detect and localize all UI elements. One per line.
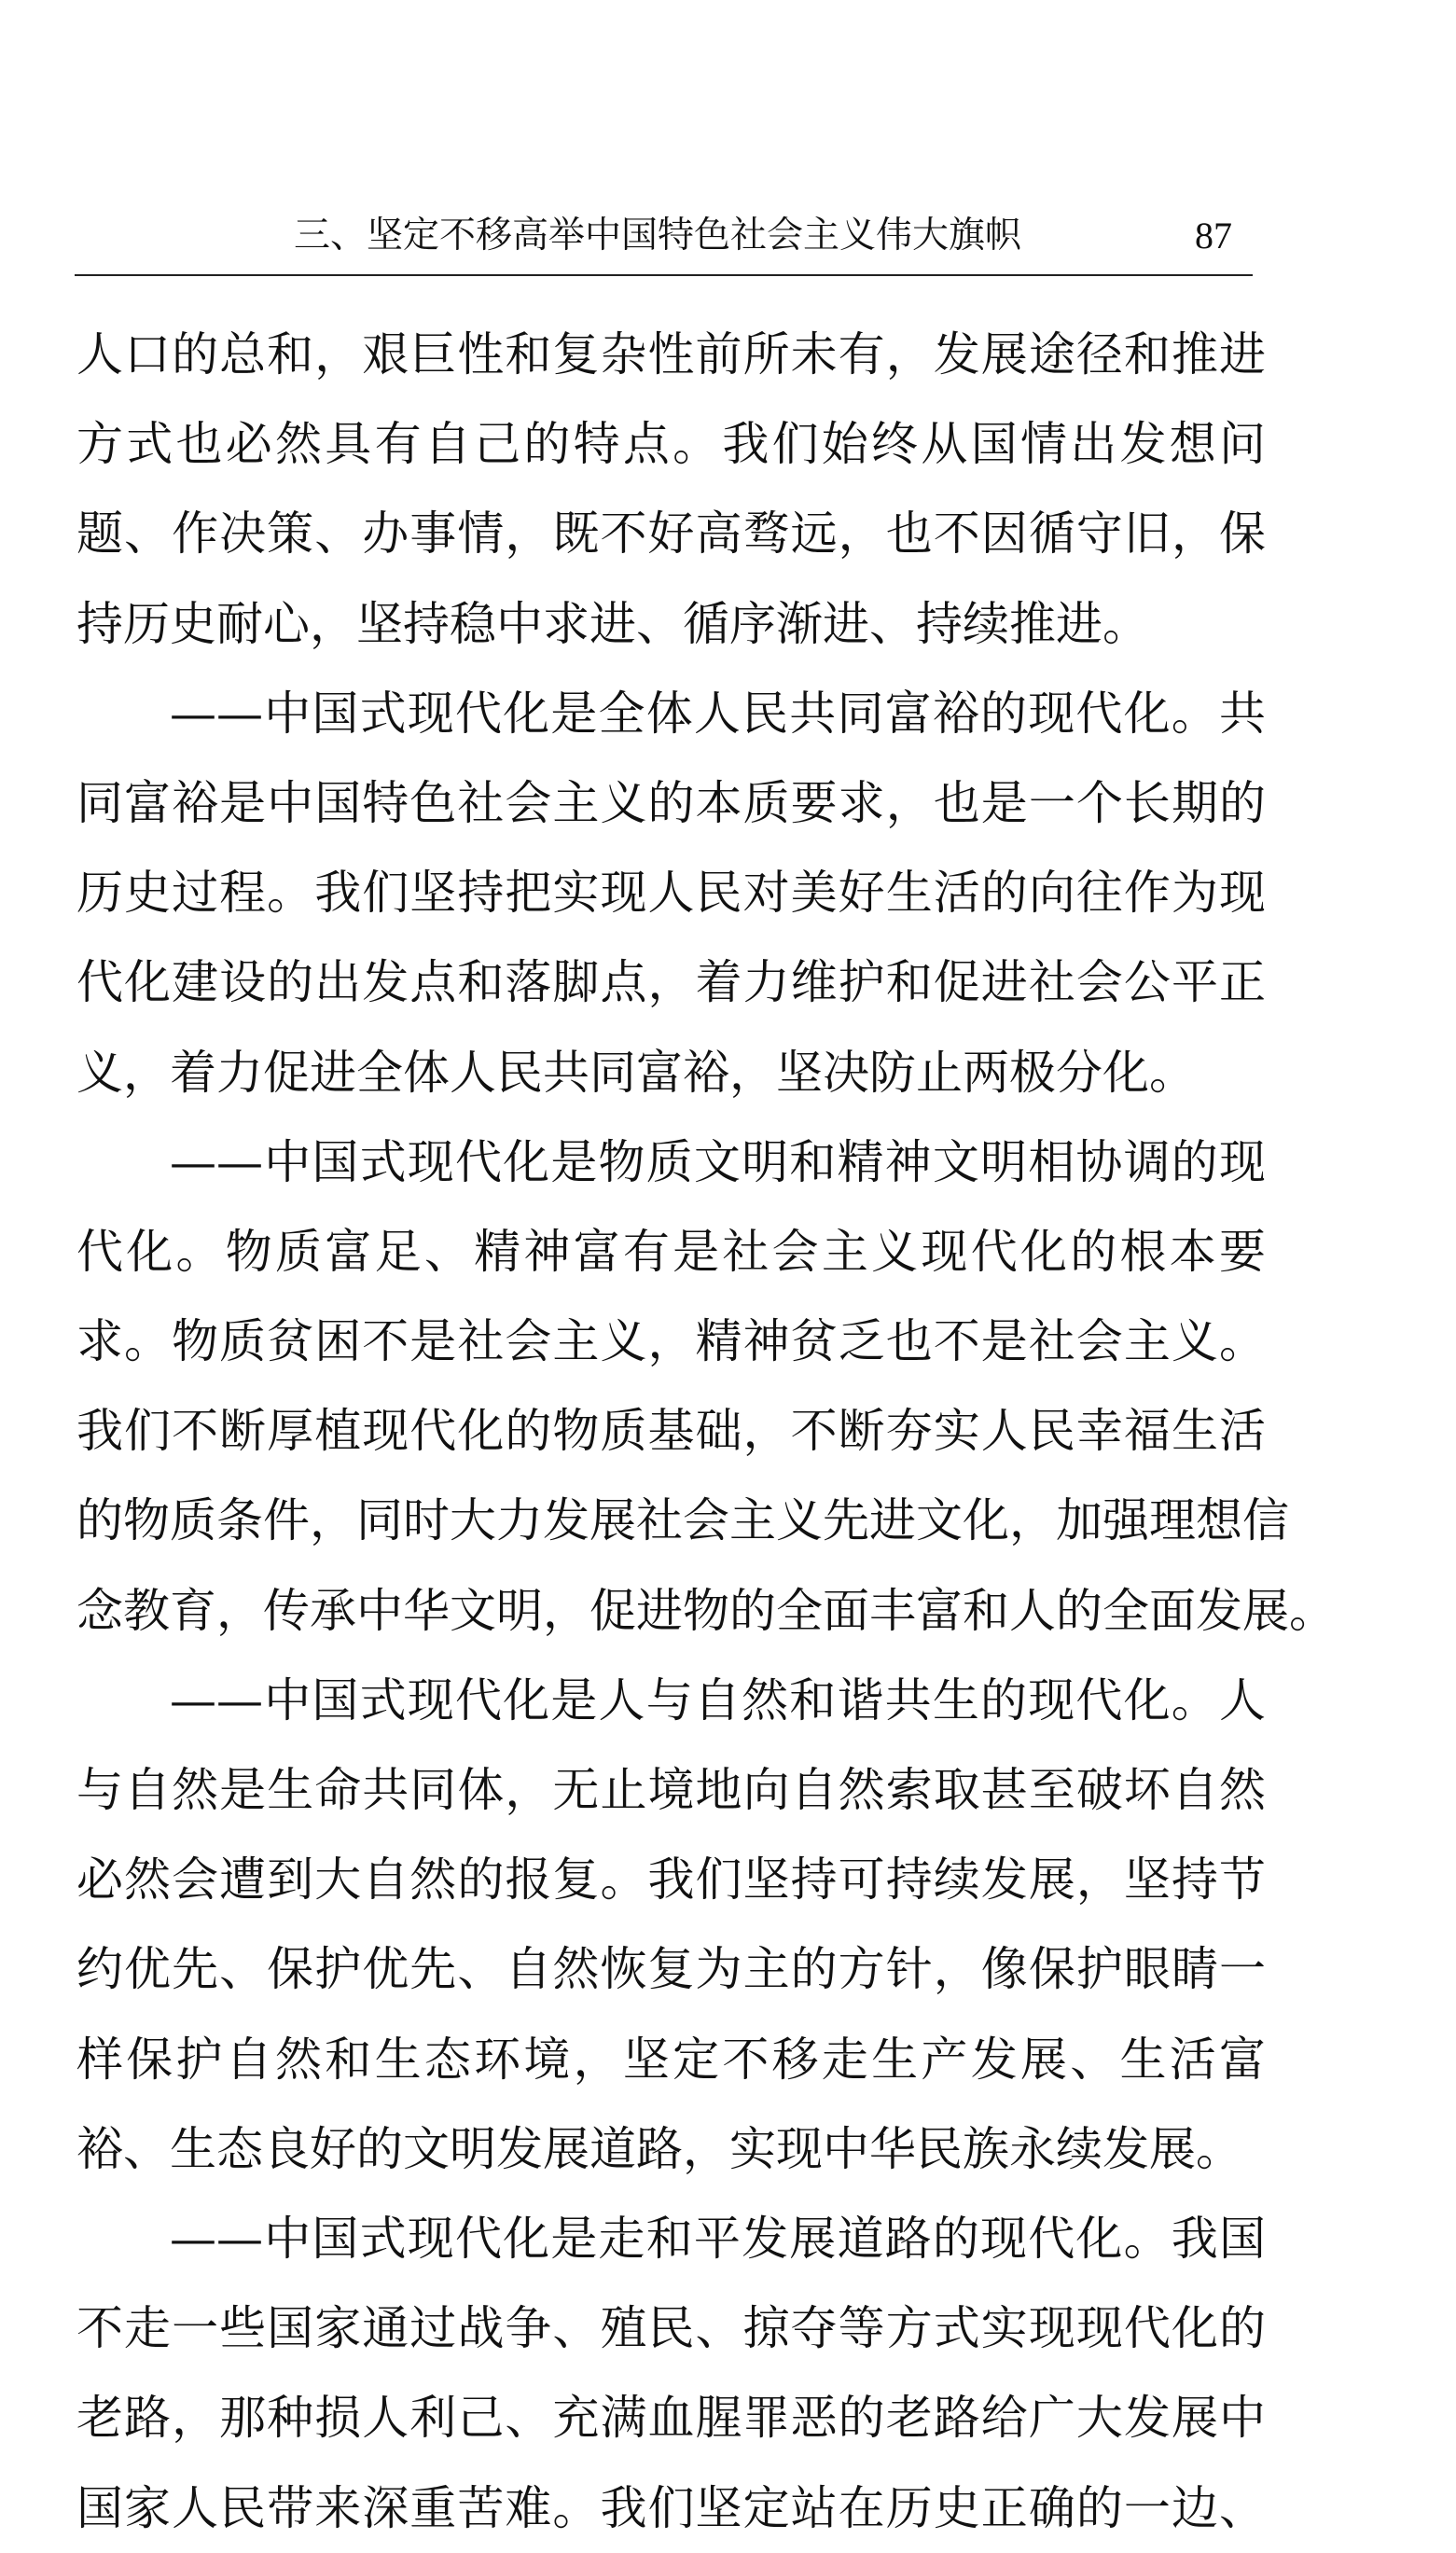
text-line: 持历史耐心，坚持稳中求进、循序渐进、持续推进。 bbox=[76, 596, 1149, 651]
page-number: 87 bbox=[1195, 215, 1232, 257]
text-line: 国家人民带来深重苦难。我们坚定站在历史正确的一边、 bbox=[76, 2480, 1266, 2535]
text-line: 方式也必然具有自己的特点。我们始终从国情出发想问 bbox=[76, 417, 1266, 472]
text-line: 不走一些国家通过战争、殖民、掠夺等方式实现现代化的 bbox=[76, 2301, 1266, 2356]
header-rule bbox=[75, 274, 1253, 276]
text-line: 我们不断厚植现代化的物质基础，不断夯实人民幸福生活 bbox=[76, 1404, 1266, 1459]
text-line: 约优先、保护优先、自然恢复为主的方针，像保护眼睛一 bbox=[76, 1942, 1266, 1997]
text-line: 题、作决策、办事情，既不好高骛远，也不因循守旧，保 bbox=[76, 506, 1266, 562]
text-line: 历史过程。我们坚持把实现人民对美好生活的向往作为现 bbox=[76, 866, 1266, 921]
text-line: 必然会遭到大自然的报复。我们坚持可持续发展，坚持节 bbox=[76, 1852, 1266, 1908]
paragraph-start-line: ——中国式现代化是走和平发展道路的现代化。我国 bbox=[170, 2211, 1266, 2266]
text-line: 与自然是生命共同体，无止境地向自然索取甚至破坏自然 bbox=[76, 1763, 1266, 1817]
text-line: 求。物质贫困不是社会主义，精神贫乏也不是社会主义。 bbox=[76, 1314, 1266, 1369]
text-line: 样保护自然和生态环境，坚定不移走生产发展、生活富 bbox=[76, 2032, 1266, 2087]
paragraph-start-line: ——中国式现代化是人与自然和谐共生的现代化。人 bbox=[170, 1672, 1266, 1727]
text-line: 念教育，传承中华文明，促进物的全面丰富和人的全面发展。 bbox=[76, 1583, 1336, 1638]
text-line: 义，着力促进全体人民共同富裕，坚决防止两极分化。 bbox=[76, 1045, 1196, 1100]
text-line: 同富裕是中国特色社会主义的本质要求，也是一个长期的 bbox=[76, 775, 1266, 830]
text-line: 代化建设的出发点和落脚点，着力维护和促进社会公平正 bbox=[76, 955, 1266, 1010]
running-title: 三、坚定不移高举中国特色社会主义伟大旗帜 bbox=[294, 215, 1022, 257]
text-line: 的物质条件，同时大力发展社会主义先进文化，加强理想信 bbox=[76, 1493, 1289, 1548]
text-line: 代化。物质富足、精神富有是社会主义现代化的根本要 bbox=[76, 1224, 1266, 1279]
paragraph-start-line: ——中国式现代化是物质文明和精神文明相协调的现 bbox=[170, 1134, 1266, 1189]
running-header bbox=[75, 210, 1253, 275]
body-text bbox=[76, 310, 1336, 2553]
text-line: 老路，那种损人利己、充满血腥罪恶的老路给广大发展中 bbox=[76, 2391, 1266, 2446]
text-line: 裕、生态良好的文明发展道路，实现中华民族永续发展。 bbox=[76, 2121, 1242, 2176]
text-line: 人口的总和，艰巨性和复杂性前所未有，发展途径和推进 bbox=[76, 327, 1266, 382]
paragraph-start-line: ——中国式现代化是全体人民共同富裕的现代化。共 bbox=[170, 686, 1266, 741]
